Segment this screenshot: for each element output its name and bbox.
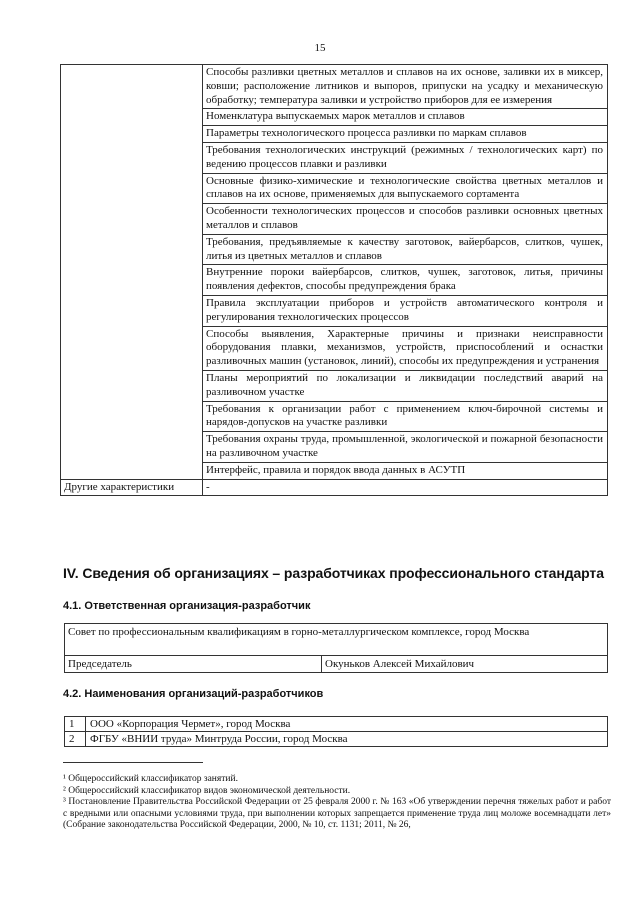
knowledge-cell: Интерфейс, правила и порядок ввода данных в АСУТП [203, 462, 608, 479]
page-number: 15 [314, 42, 326, 54]
developer-number: 1 [65, 717, 86, 732]
developer-number: 2 [65, 732, 86, 747]
knowledge-cell: Планы мероприятий по локализации и ликвидации последствий аварий на разливочном участке [203, 370, 608, 401]
section-title: IV. Сведения об организациях – разработчиках профессионального стандарта [63, 565, 604, 581]
table-row [65, 656, 608, 673]
subsection-title-developers: 4.2. Наименования организаций-разработчиков [63, 688, 324, 700]
subsection-title-responsible: 4.1. Ответственная организация-разработчик [63, 600, 311, 612]
knowledge-cell: Способы выявления, Характерные причины и признаки неисправности оборудования плавки, механизмов, устройств, приспособлений и оснастки разливочных машин (установок, линий), способы их предупреждения и устранения [203, 326, 608, 370]
table-row [65, 717, 608, 732]
table-row [65, 732, 608, 747]
footnote: ¹ Общероссийский классификатор занятий. [63, 774, 238, 784]
knowledge-cell: Требования к организации работ с применением ключ-бирочной системы и нарядов-допусков на участке разливки [203, 401, 608, 432]
responsible-org-table [64, 623, 608, 673]
table-row [61, 479, 608, 496]
knowledge-label-cell [61, 65, 203, 480]
knowledge-cell: Правила эксплуатации приборов и устройств автоматического контроля и регулирования технологических процессов [203, 295, 608, 326]
table-row [61, 65, 608, 109]
developers-table [64, 716, 608, 747]
responsible-org-person: Окуньков Алексей Михайлович [322, 656, 608, 673]
table-row [65, 624, 608, 656]
footnote: ² Общероссийский классификатор видов экономической деятельности. [63, 785, 351, 796]
footnote: ³ Постановление Правительства Российской Федерации от 25 февраля 2000 г. № 163 «Об утверждении перечня тяжелых работ и работ с вредными или опасными условиями труда, при выполнении которых запрещается применение труда лиц моложе восемнадцати лет» (Собрание законодательства Российской Федерации, 2000, № 10, ст. 1131; 2011, № 26, [63, 797, 611, 831]
developer-name: ФГБУ «ВНИИ труда» Минтруда России, город Москва [86, 732, 608, 747]
footnote-separator [63, 762, 203, 763]
knowledge-cell: Номенклатура выпускаемых марок металлов и сплавов [203, 109, 608, 126]
knowledge-cell: Требования охраны труда, промышленной, экологической и пожарной безопасности на разливочном участке [203, 432, 608, 463]
knowledge-cell: Требования технологических инструкций (режимных / технологических карт) по ведению процессов плавки и разливки [203, 142, 608, 173]
knowledge-cell: Требования, предъявляемые к качеству заготовок, вайербарсов, слитков, чушек, литья из цветных металлов и сплавов [203, 234, 608, 265]
necessary-knowledge-table [60, 64, 608, 496]
developer-name: ООО «Корпорация Чермет», город Москва [86, 717, 608, 732]
knowledge-cell: Параметры технологического процесса разливки по маркам сплавов [203, 126, 608, 143]
other-characteristics-label: Другие характеристики [61, 479, 203, 496]
knowledge-cell: Особенности технологических процессов и способов разливки основных цветных металлов и сплавов [203, 204, 608, 235]
responsible-org-name: Совет по профессиональным квалификациям в горно-металлургическом комплексе, город Москва [65, 624, 608, 656]
knowledge-cell: Основные физико-химические и технологические свойства цветных металлов и сплавов на их основе, применяемых для выпускаемого сортамента [203, 173, 608, 204]
other-characteristics-value: - [203, 479, 608, 496]
footnotes [63, 774, 611, 832]
knowledge-cell: Способы разливки цветных металлов и сплавов на их основе, заливки их в миксер, ковши; расположение литников и выпоров, припуски на усадку и механическую обработку; температура заливки и устройство приборов для ее измерения [203, 65, 608, 109]
responsible-org-role: Председатель [65, 656, 322, 673]
knowledge-cell: Внутренние пороки вайербарсов, слитков, чушек, заготовок, литья, причины появления дефектов, способы предупреждения брака [203, 265, 608, 296]
